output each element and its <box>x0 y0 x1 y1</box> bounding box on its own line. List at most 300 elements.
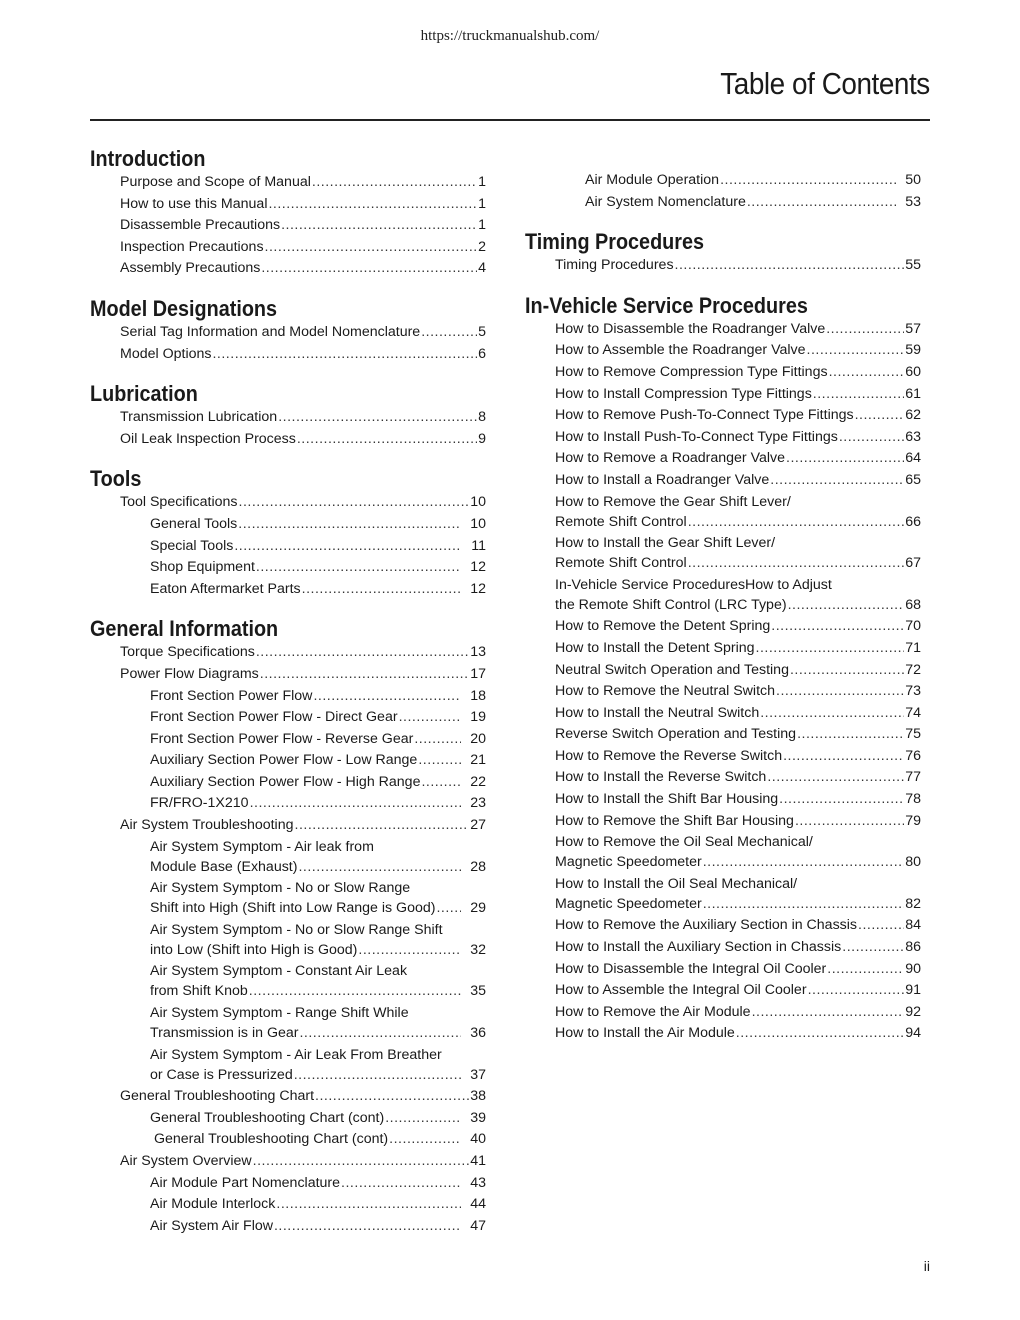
toc-entry[interactable] <box>525 832 921 874</box>
toc-entry[interactable] <box>90 1003 486 1045</box>
toc-entry-page: 94 <box>905 1025 921 1042</box>
toc-entry-page: 2 <box>478 238 486 255</box>
toc-entry-title: Neutral Switch Operation and Testing <box>555 661 789 678</box>
toc-entry[interactable] <box>90 579 486 601</box>
dot-leader <box>436 898 461 920</box>
toc-entry-title: How to Remove the Neutral Switch <box>555 683 775 700</box>
toc-entry-title: Oil Leak Inspection Process <box>120 430 296 447</box>
toc-entry-page: 6 <box>478 345 486 362</box>
dot-leader <box>756 638 905 660</box>
toc-entry-title: Air System Nomenclature <box>585 193 746 210</box>
toc-entry-title: Purpose and Scope of Manual <box>120 174 311 190</box>
toc-entry-page: 91 <box>905 982 921 999</box>
toc-entry[interactable] <box>90 707 486 729</box>
toc-entry-title-line1: Air System Symptom - Range Shift While <box>150 1005 409 1022</box>
toc-entry[interactable] <box>90 686 486 708</box>
toc-entry-title: How to Install the Auxiliary Section in Chassis <box>555 939 842 956</box>
toc-entry[interactable] <box>525 1002 921 1024</box>
toc-entry[interactable] <box>525 915 921 937</box>
toc-entry[interactable] <box>90 1129 486 1151</box>
toc-entry[interactable] <box>90 237 486 259</box>
toc-entry[interactable] <box>525 681 921 703</box>
toc-entry[interactable] <box>525 811 921 833</box>
toc-entry-title: Inspection Precautions <box>120 238 264 255</box>
toc-entry-row <box>150 898 486 920</box>
toc-entry-page: 21 <box>470 752 486 769</box>
dot-leader <box>829 362 905 384</box>
dot-leader <box>295 815 470 837</box>
toc-entry[interactable] <box>90 793 486 815</box>
toc-entry-page: 40 <box>470 1131 486 1148</box>
toc-entry[interactable] <box>90 1173 486 1195</box>
toc-entry-title: Reverse Switch Operation and Testing <box>555 726 797 743</box>
toc-entry-title: into Low (Shift into High is Good) <box>150 941 358 958</box>
toc-entry-page: 35 <box>470 983 486 1000</box>
toc-entry[interactable] <box>90 557 486 579</box>
dot-leader <box>703 894 905 916</box>
toc-right-column <box>525 146 921 1061</box>
toc-entry-title: or Case is Pressurized <box>150 1066 293 1083</box>
toc-entry[interactable] <box>90 920 486 962</box>
toc-entry[interactable] <box>525 533 921 575</box>
toc-entry-title: How to Install the Neutral Switch <box>555 704 760 721</box>
section-heading[interactable]: Introduction <box>90 146 206 171</box>
section-heading[interactable]: Tools <box>90 466 142 492</box>
toc-left-column <box>90 146 486 1253</box>
toc-entry-title: Torque Specifications <box>120 644 255 661</box>
dot-leader <box>299 1023 461 1045</box>
dot-leader <box>341 1173 461 1195</box>
toc-entry-row <box>150 981 486 1003</box>
toc-entry[interactable] <box>90 258 486 280</box>
toc-entry-title: How to Install the Shift Bar Housing <box>555 791 779 808</box>
toc-entry-title: FR/FRO-1X210 <box>150 795 249 812</box>
dot-leader <box>261 258 477 280</box>
toc-entry-page: 68 <box>905 596 921 613</box>
dot-leader <box>855 405 905 427</box>
toc-entry-page: 73 <box>905 683 921 700</box>
section-heading[interactable]: Lubrication <box>90 381 198 407</box>
toc-entry[interactable] <box>525 319 921 341</box>
toc-entry-page: 41 <box>470 1153 486 1169</box>
toc-entry-title: Shop Equipment <box>150 559 255 576</box>
toc-entry-page: 71 <box>905 639 921 656</box>
dot-leader <box>703 852 905 874</box>
toc-entry-page: 66 <box>905 513 921 530</box>
toc-entry-page: 78 <box>905 791 921 808</box>
toc-entry-page: 10 <box>470 515 486 532</box>
dot-leader <box>688 553 905 575</box>
dot-leader <box>770 470 904 492</box>
dot-leader <box>256 557 461 579</box>
dot-leader <box>779 789 904 811</box>
toc-entry-page: 11 <box>471 537 486 554</box>
toc-entry-page: 50 <box>905 172 921 188</box>
toc-entry[interactable] <box>90 664 486 686</box>
toc-entry-title: Air System Troubleshooting <box>120 817 294 834</box>
toc-entry-title: Air System Air Flow <box>150 1217 273 1234</box>
toc-entry-title: from Shift Knob <box>150 983 248 1000</box>
toc-entry[interactable] <box>90 750 486 772</box>
toc-entry-row <box>555 553 921 575</box>
dot-leader <box>688 512 905 534</box>
toc-entry[interactable] <box>525 448 921 470</box>
toc-section <box>90 381 486 450</box>
dot-leader <box>249 981 461 1003</box>
toc-entry-page: 5 <box>478 323 486 340</box>
toc-entry-page: 37 <box>470 1066 486 1083</box>
toc-entry-page: 9 <box>478 430 486 447</box>
toc-entry-page: 72 <box>905 661 921 678</box>
dot-leader <box>385 1108 461 1130</box>
toc-entry-row <box>555 852 921 874</box>
toc-entry[interactable] <box>90 429 486 451</box>
dot-leader <box>212 344 477 366</box>
toc-entry[interactable] <box>90 772 486 794</box>
toc-entry-page: 75 <box>905 726 921 743</box>
page-title: Table of Contents <box>720 66 930 101</box>
toc-entry[interactable] <box>525 470 921 492</box>
section-heading[interactable]: Timing Procedures <box>525 229 704 255</box>
dot-leader <box>418 750 461 772</box>
dot-leader <box>776 681 904 703</box>
page-number: ii <box>923 1258 930 1274</box>
toc-entry-page: 86 <box>905 939 921 956</box>
toc-entry-title: How to Install Compression Type Fittings <box>555 385 812 402</box>
toc-entry-row <box>150 1023 486 1045</box>
dot-leader <box>312 172 477 194</box>
toc-entry-page: 67 <box>905 555 921 572</box>
section-heading[interactable]: General Information <box>90 616 279 642</box>
dot-leader <box>788 595 905 617</box>
toc-entry-title: the Remote Shift Control (LRC Type) <box>555 596 787 613</box>
toc-entry[interactable] <box>525 703 921 725</box>
toc-entry-page: 32 <box>470 941 486 958</box>
dot-leader <box>274 1216 461 1238</box>
dot-leader <box>294 1065 461 1087</box>
toc-entry[interactable] <box>525 874 921 916</box>
dot-leader <box>278 407 477 429</box>
toc-entry-page: 20 <box>470 730 486 747</box>
toc-entry-title: Auxiliary Section Power Flow - Low Range <box>150 752 418 769</box>
toc-entry-title: Transmission Lubrication <box>120 409 278 426</box>
toc-entry[interactable] <box>90 1194 486 1216</box>
dot-leader <box>858 915 904 937</box>
dot-leader <box>238 514 461 536</box>
dot-leader <box>414 729 461 751</box>
dot-leader <box>826 319 904 341</box>
toc-entry[interactable] <box>90 1045 486 1087</box>
toc-entry-page: 1 <box>478 174 486 190</box>
toc-entry-title: How to Disassemble the Integral Oil Cooler <box>555 960 827 977</box>
dot-leader <box>842 937 904 959</box>
toc-entry-page: 13 <box>470 644 486 661</box>
toc-entry-page: 77 <box>905 769 921 786</box>
toc-entry[interactable] <box>525 937 921 959</box>
toc-section <box>90 616 486 1237</box>
toc-entry-title: General Troubleshooting Chart (cont) <box>150 1131 389 1148</box>
toc-entry-page: 59 <box>905 342 921 359</box>
toc-entry[interactable] <box>525 789 921 811</box>
toc-entry-page: 61 <box>905 385 921 402</box>
toc-entry-title: Front Section Power Flow <box>150 687 313 704</box>
section-heading[interactable]: In-Vehicle Service Procedures <box>525 292 808 318</box>
toc-entry[interactable] <box>525 724 921 746</box>
toc-entry-title: Air System Overview <box>120 1153 252 1169</box>
header-rule <box>90 119 930 121</box>
dot-leader <box>389 1129 461 1151</box>
toc-entry-title: How to Remove the Air Module <box>555 1003 751 1020</box>
dot-leader <box>675 255 905 277</box>
dot-leader <box>421 322 477 344</box>
toc-entry-title: How to Remove Push-To-Connect Type Fittings <box>555 407 854 424</box>
toc-entry-page: 22 <box>470 773 486 790</box>
toc-entry-page: 1 <box>478 217 486 234</box>
toc-entry-title: How to Install the Detent Spring <box>555 639 755 656</box>
toc-entry-title-line1: How to Remove the Gear Shift Lever/ <box>555 493 791 510</box>
toc-entry-page: 36 <box>470 1025 486 1042</box>
toc-entry-title: Front Section Power Flow - Reverse Gear <box>150 730 414 747</box>
toc-entry[interactable] <box>525 1023 921 1045</box>
dot-leader <box>421 772 461 794</box>
dot-leader <box>234 536 461 558</box>
toc-entry-title: How to Remove the Reverse Switch <box>555 747 783 764</box>
toc-entry-title: Module Base (Exhaust) <box>150 858 298 875</box>
dot-leader <box>239 492 470 514</box>
toc-entry-page: 43 <box>470 1174 486 1191</box>
toc-entry-row <box>150 1065 486 1087</box>
toc-entry-page: 23 <box>470 795 486 812</box>
toc-entry-title-line1: How to Install the Gear Shift Lever/ <box>555 535 776 552</box>
toc-entry-title: How to Remove a Roadranger Valve <box>555 450 786 467</box>
dot-leader <box>813 384 904 406</box>
toc-entry-title-line1: In-Vehicle Service ProceduresHow to Adjust <box>555 576 832 593</box>
toc-entry-title: Remote Shift Control <box>555 513 687 530</box>
toc-entry-page: 84 <box>905 917 921 934</box>
toc-entry[interactable] <box>90 837 486 879</box>
toc-entry-title: Auxiliary Section Power Flow - High Range <box>150 773 421 790</box>
dot-leader <box>358 940 461 962</box>
dot-leader <box>297 429 477 451</box>
toc-entry[interactable] <box>90 1108 486 1130</box>
toc-entry-page: 38 <box>470 1088 486 1105</box>
toc-entry[interactable] <box>525 340 921 362</box>
toc-entry-page: 39 <box>470 1109 486 1126</box>
source-url[interactable]: https://truckmanualshub.com/ <box>420 28 600 44</box>
toc-section <box>90 146 486 280</box>
toc-entry-title: Front Section Power Flow - Direct Gear <box>150 709 398 726</box>
dot-leader <box>771 616 904 638</box>
toc-entry-title: How to Remove the Detent Spring <box>555 618 771 635</box>
toc-entry[interactable] <box>525 492 921 534</box>
toc-section <box>525 229 921 277</box>
dot-leader <box>260 664 469 686</box>
dot-leader <box>827 959 904 981</box>
toc-entry-title: How to Remove the Auxiliary Section in Chassis <box>555 917 858 934</box>
dot-leader <box>268 194 477 216</box>
toc-entry[interactable] <box>525 405 921 427</box>
toc-entry[interactable] <box>90 322 486 344</box>
toc-entry-title: Model Options <box>120 345 212 362</box>
toc-entry-page: 28 <box>470 858 486 875</box>
dot-leader <box>736 1023 904 1045</box>
toc-entry-title-line1: Air System Symptom - Constant Air Leak <box>150 963 408 980</box>
toc-entry[interactable] <box>525 616 921 638</box>
toc-entry[interactable] <box>525 255 921 277</box>
toc-entry-title-line1: Air System Symptom - Air leak from <box>150 838 374 855</box>
toc-entry-page: 47 <box>470 1217 486 1234</box>
dot-leader <box>265 237 478 259</box>
toc-entry-title: General Tools <box>150 515 238 532</box>
toc-entry[interactable] <box>525 638 921 660</box>
toc-entry-title-line1: Air System Symptom - No or Slow Range Shift <box>150 921 443 938</box>
toc-entry-title: Magnetic Speedometer <box>555 895 702 912</box>
toc-entry-title: Timing Procedures <box>555 257 674 274</box>
toc-entry-page: 29 <box>470 900 486 917</box>
toc-entry-title-line1: How to Install the Oil Seal Mechanical/ <box>555 875 798 892</box>
toc-entry-page: 19 <box>470 709 486 726</box>
toc-entry-title: Air Module Part Nomenclature <box>150 1174 341 1191</box>
toc-entry-page: 64 <box>905 450 921 467</box>
toc-entry-page: 12 <box>470 559 486 576</box>
dot-leader <box>767 767 904 789</box>
toc-entry-title: How to Remove Compression Type Fittings <box>555 363 828 380</box>
toc-entry[interactable] <box>525 767 921 789</box>
toc-entry-title: How to Assemble the Roadranger Valve <box>555 342 806 359</box>
toc-entry-title: General Troubleshooting Chart <box>120 1088 315 1105</box>
toc-entry[interactable] <box>90 815 486 837</box>
dot-leader <box>399 707 461 729</box>
toc-entry[interactable] <box>525 959 921 981</box>
toc-entry-page: 17 <box>470 665 486 682</box>
dot-leader <box>808 980 905 1002</box>
toc-entry[interactable] <box>525 660 921 682</box>
dot-leader <box>302 579 461 601</box>
toc-entry[interactable] <box>90 344 486 366</box>
dot-leader <box>752 1002 905 1024</box>
dot-leader <box>298 857 461 879</box>
toc-entry[interactable] <box>90 215 486 237</box>
toc-entry-row <box>150 857 486 879</box>
toc-entry[interactable] <box>90 878 486 920</box>
toc-entry-title-line1: Air System Symptom - Air Leak From Breather <box>150 1046 442 1063</box>
dot-leader <box>790 660 904 682</box>
dot-leader <box>795 811 904 833</box>
toc-entry-page: 79 <box>905 812 921 829</box>
toc-entry-page: 60 <box>905 363 921 380</box>
dot-leader <box>281 215 477 237</box>
toc-entry[interactable] <box>90 1151 486 1173</box>
toc-entry-title: How to use this Manual <box>120 195 268 212</box>
dot-leader <box>253 1151 470 1173</box>
toc-entry-title: Assembly Precautions <box>120 260 261 277</box>
toc-entry-row <box>555 894 921 916</box>
toc-entry-title-line1: How to Remove the Oil Seal Mechanical/ <box>555 834 813 851</box>
toc-entry-title: How to Install Push-To-Connect Type Fittings <box>555 428 838 445</box>
toc-entry-title: How to Install the Reverse Switch <box>555 769 767 786</box>
section-heading[interactable]: Model Designations <box>90 295 278 321</box>
toc-entry-page: 82 <box>905 895 921 912</box>
toc-entry[interactable] <box>90 961 486 1003</box>
toc-entry-page: 62 <box>905 407 921 424</box>
toc-entry-page: 12 <box>470 580 486 597</box>
toc-entry-title: How to Install a Roadranger Valve <box>555 471 770 488</box>
toc-entry-title: How to Install the Air Module <box>555 1025 735 1042</box>
toc-entry-title: General Troubleshooting Chart (cont) <box>150 1109 385 1126</box>
toc-entry[interactable] <box>525 170 921 192</box>
toc-entry[interactable] <box>90 194 486 216</box>
toc-entry-page: 53 <box>905 193 921 210</box>
toc-entry-title: Eaton Aftermarket Parts <box>150 580 301 597</box>
dot-leader <box>313 686 461 708</box>
toc-continuation <box>525 146 921 213</box>
toc-entry[interactable] <box>90 1086 486 1108</box>
toc-entry[interactable] <box>90 514 486 536</box>
toc-entry-title: Air Module Operation <box>585 172 720 188</box>
toc-entry-title: Transmission is in Gear <box>150 1025 299 1042</box>
toc-entry-page: 27 <box>470 817 486 834</box>
toc-section <box>90 296 486 365</box>
dot-leader <box>747 192 896 214</box>
dot-leader <box>250 793 461 815</box>
toc-section <box>90 466 486 600</box>
toc-entry[interactable] <box>525 427 921 449</box>
toc-entry[interactable] <box>525 384 921 406</box>
toc-entry-page: 10 <box>470 494 486 511</box>
dot-leader <box>797 724 904 746</box>
toc-entry[interactable] <box>90 536 486 558</box>
toc-entry[interactable] <box>90 407 486 429</box>
toc-entry-page: 18 <box>470 687 486 704</box>
toc-entry-title: Shift into High (Shift into Low Range is Good) <box>150 900 436 917</box>
toc-entry[interactable] <box>525 362 921 384</box>
toc-entry[interactable] <box>525 192 921 214</box>
toc-entry-page: 57 <box>905 320 921 337</box>
toc-entry[interactable] <box>525 746 921 768</box>
toc-entry-page: 65 <box>905 471 921 488</box>
dot-leader <box>256 642 469 664</box>
toc-entry[interactable] <box>90 729 486 751</box>
dot-leader <box>720 170 896 192</box>
dot-leader <box>783 746 904 768</box>
toc-entry-title: Remote Shift Control <box>555 555 687 572</box>
dot-leader <box>315 1086 469 1108</box>
toc-entry-page: 44 <box>470 1196 486 1213</box>
toc-entry[interactable] <box>90 492 486 514</box>
dot-leader <box>276 1194 461 1216</box>
toc-entry-page: 55 <box>905 257 921 274</box>
toc-entry-title: Tool Specifications <box>120 494 238 511</box>
toc-entry-row <box>555 595 921 617</box>
toc-entry-row <box>555 512 921 534</box>
dot-leader <box>786 448 904 470</box>
toc-entry[interactable] <box>525 980 921 1002</box>
toc-entry-page: 90 <box>905 960 921 977</box>
toc-entry-page: 92 <box>905 1003 921 1020</box>
toc-entry-row <box>150 940 486 962</box>
toc-entry-title: How to Assemble the Integral Oil Cooler <box>555 982 807 999</box>
toc-entry-title: How to Disassemble the Roadranger Valve <box>555 320 826 337</box>
toc-entry[interactable] <box>525 575 921 617</box>
toc-entry[interactable] <box>90 642 486 664</box>
dot-leader <box>760 703 904 725</box>
toc-entry-page: 1 <box>478 195 486 212</box>
toc-entry[interactable] <box>90 172 486 194</box>
toc-entry[interactable] <box>90 1216 486 1238</box>
toc-entry-title: Magnetic Speedometer <box>555 854 702 871</box>
toc-entry-page: 80 <box>905 854 921 871</box>
toc-entry-title-line1: Air System Symptom - No or Slow Range <box>150 880 411 897</box>
